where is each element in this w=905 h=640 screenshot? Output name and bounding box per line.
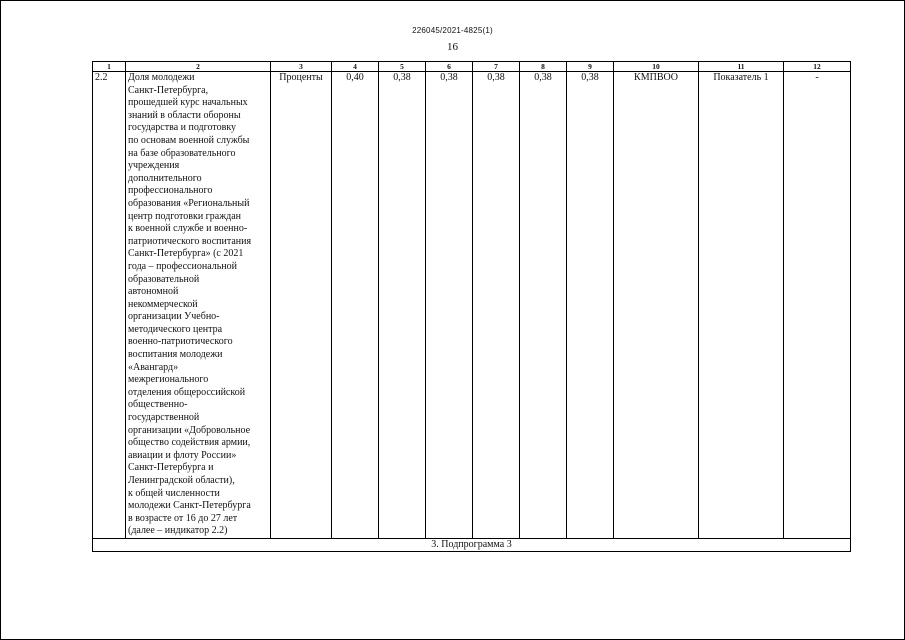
description-line: межрегионального — [128, 374, 209, 386]
description-line: «Авангард» — [128, 361, 179, 373]
description-line: Санкт-Петербурга и — [128, 462, 214, 474]
value-cell: 0,38 — [520, 72, 567, 539]
description-line: знаний в области обороны — [128, 109, 241, 121]
row-number: 2.2 — [93, 72, 126, 539]
description-line: автономной — [128, 286, 179, 298]
description-line: воспитания молодежи — [128, 349, 223, 361]
column-header: 5 — [379, 62, 426, 72]
column-header: 6 — [426, 62, 473, 72]
table-row — [93, 72, 851, 539]
description-line: в возрасте от 16 до 27 лет — [128, 512, 238, 524]
indicator-table — [92, 61, 851, 552]
description-line: авиации и флоту России» — [128, 449, 237, 461]
description-line: организации «Добровольное — [128, 424, 251, 436]
description-line: методического центра — [128, 323, 223, 335]
description-line: к общей численности — [128, 487, 220, 499]
description-line: государства и подготовку — [128, 122, 237, 134]
column-header-row — [93, 62, 851, 72]
column-header: 2 — [126, 62, 271, 72]
description-line: профессионального — [128, 185, 213, 197]
indicator-link-cell: Показатель 1 — [699, 72, 784, 539]
indicator-description — [126, 72, 271, 539]
description-line: общественно- — [128, 399, 188, 411]
description-line: патриотического воспитания — [128, 235, 252, 247]
page-number: 16 — [447, 41, 458, 53]
description-line: года – профессиональной — [128, 260, 237, 272]
description-line: учреждения — [128, 160, 180, 172]
column-header: 10 — [614, 62, 699, 72]
description-line: Доля молодежи — [128, 72, 195, 83]
source-cell: КМПВОО — [614, 72, 699, 539]
description-line: молодежи Санкт-Петербурга — [128, 500, 251, 512]
subprogram-title: 3. Подпрограмма 3 — [93, 538, 851, 551]
description-line: образовательной — [128, 273, 200, 285]
column-header: 11 — [699, 62, 784, 72]
description-line: к военной службе и военно- — [128, 223, 248, 235]
description-line: дополнительного — [128, 172, 202, 184]
note-cell: - — [784, 72, 851, 539]
description-line: центр подготовки граждан — [128, 210, 242, 222]
column-header: 7 — [473, 62, 520, 72]
description-line: прошедшей курс начальных — [128, 97, 248, 109]
description-line: на базе образовательного — [128, 147, 236, 159]
column-header: 12 — [784, 62, 851, 72]
description-line: Санкт-Петербурга, — [128, 84, 209, 96]
subprogram-row — [93, 538, 851, 551]
column-header: 1 — [93, 62, 126, 72]
description-line: государственной — [128, 412, 200, 424]
document-number: 226045/2021-4825(1) — [412, 26, 493, 35]
value-cell: 0,38 — [473, 72, 520, 539]
column-header: 4 — [332, 62, 379, 72]
description-line: по основам военной службы — [128, 134, 250, 146]
value-cell: 0,38 — [379, 72, 426, 539]
value-cell: 0,38 — [567, 72, 614, 539]
description-line: Ленинградской области), — [128, 475, 235, 486]
unit-cell: Проценты — [271, 72, 332, 539]
column-header: 9 — [567, 62, 614, 72]
description-line: отделения общероссийской — [128, 386, 246, 398]
description-line: образования «Региональный — [128, 197, 250, 209]
description-line: организации Учебно- — [128, 311, 220, 323]
value-cell: 0,40 — [332, 72, 379, 539]
value-cell: 0,38 — [426, 72, 473, 539]
description-line: военно-патриотического — [128, 336, 233, 348]
column-header: 3 — [271, 62, 332, 72]
description-line: общество содействия армии, — [128, 437, 251, 449]
description-line: Санкт-Петербурга» (с 2021 — [128, 248, 244, 260]
description-line: некоммерческой — [128, 298, 198, 310]
description-line: (далее – индикатор 2.2) — [128, 525, 228, 537]
column-header: 8 — [520, 62, 567, 72]
